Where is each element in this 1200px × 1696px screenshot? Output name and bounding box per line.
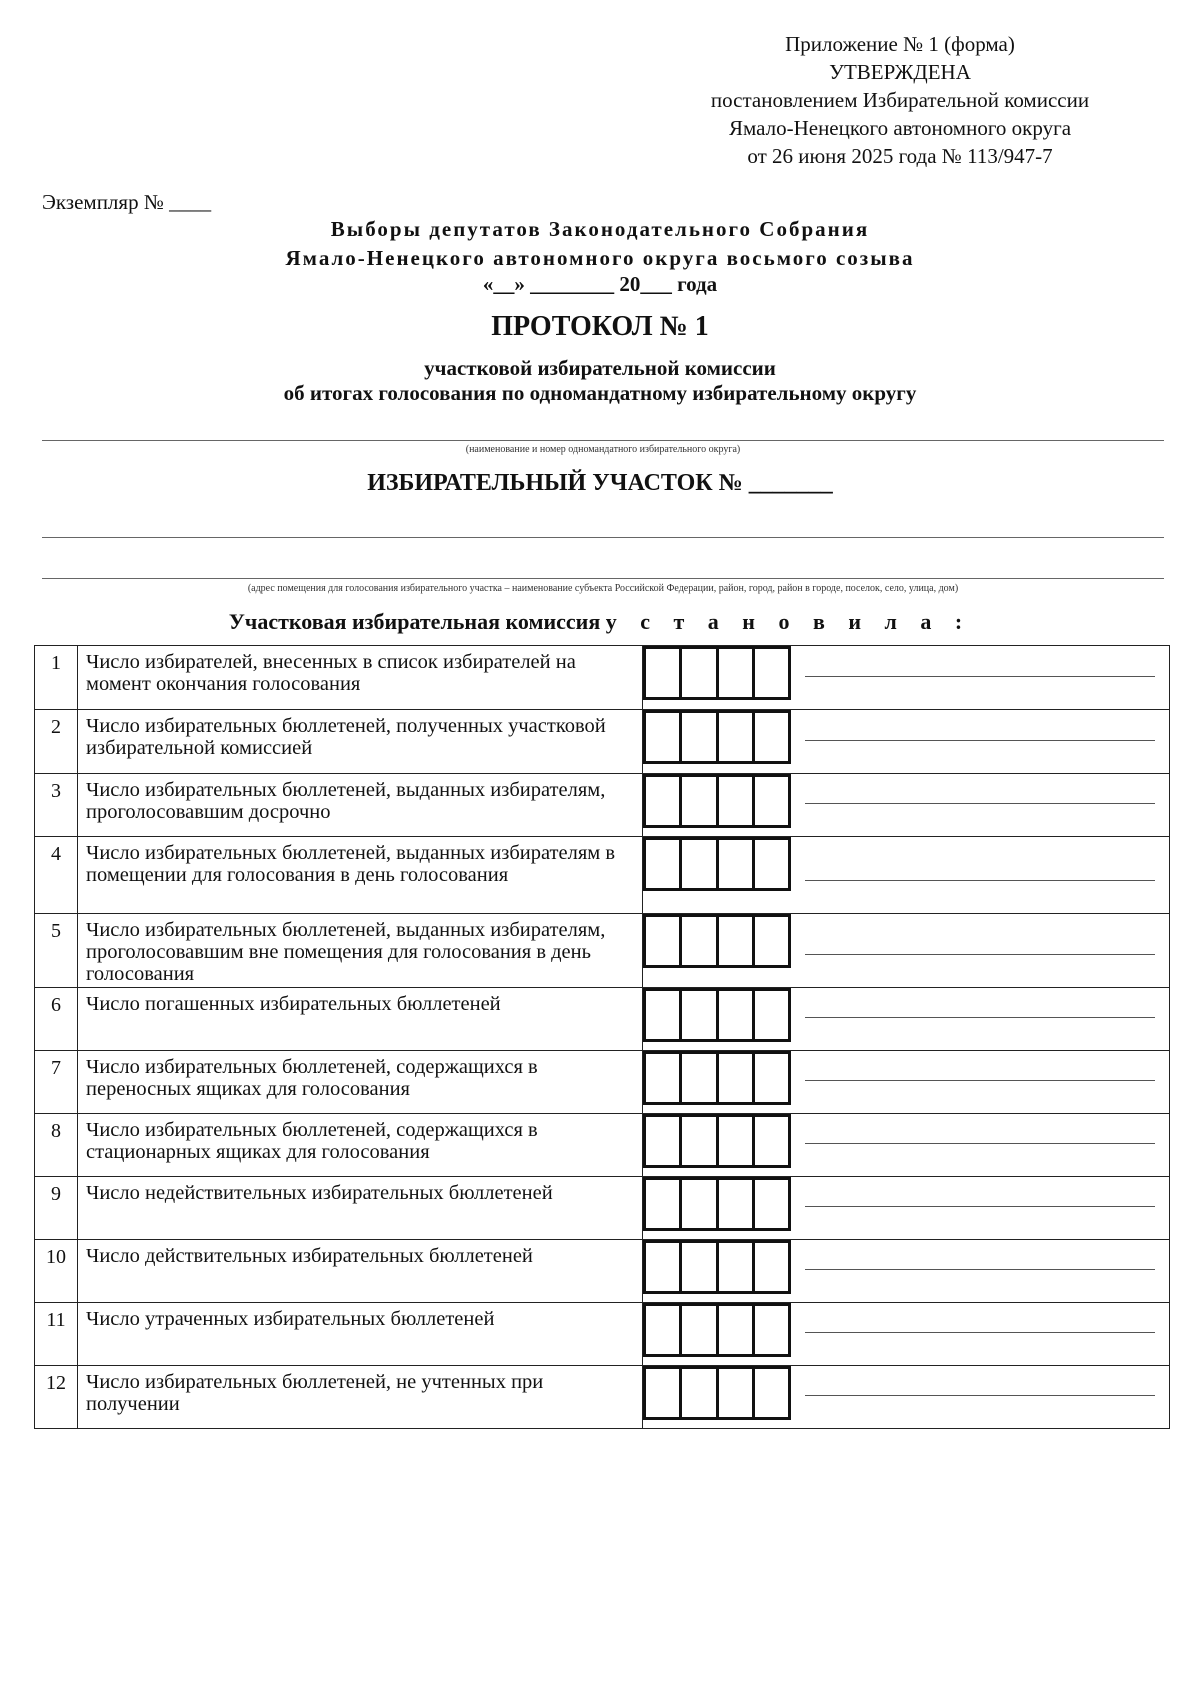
approval-line-5: от 26 июня 2025 года № 113/947-7: [747, 144, 1053, 168]
table-row: [35, 1051, 1170, 1114]
row-number: 5: [35, 914, 78, 988]
digit-cells: [643, 774, 791, 828]
approval-line-1: Приложение № 1 (форма): [785, 32, 1015, 56]
words-fill-line[interactable]: [805, 880, 1155, 881]
digit-cell[interactable]: [682, 1306, 718, 1354]
digit-cell[interactable]: [719, 1306, 755, 1354]
digit-cell[interactable]: [682, 1243, 718, 1291]
digit-cell[interactable]: [755, 1243, 788, 1291]
words-field: [791, 1240, 1170, 1303]
protocol-title: ПРОТОКОЛ № 1: [491, 311, 709, 342]
digit-cells: [643, 914, 791, 968]
digit-cells: [643, 1051, 791, 1105]
digit-cells-group: [643, 988, 792, 1051]
words-fill-line[interactable]: [805, 1395, 1155, 1396]
digit-cells-group: [643, 1366, 792, 1429]
words-field: [791, 774, 1170, 837]
digit-cell[interactable]: [755, 777, 788, 825]
row-number: 1: [35, 646, 78, 710]
words-fill-line[interactable]: [805, 1017, 1155, 1018]
words-fill-line[interactable]: [805, 740, 1155, 741]
digit-cell[interactable]: [755, 1117, 788, 1165]
words-field: [791, 837, 1170, 914]
table-row: [35, 1177, 1170, 1240]
words-fill-line[interactable]: [805, 1269, 1155, 1270]
date-line: «__» ________ 20___ года: [482, 272, 718, 296]
digit-cell[interactable]: [719, 917, 755, 965]
digit-cell[interactable]: [682, 1117, 718, 1165]
digit-cell[interactable]: [682, 1180, 718, 1228]
table-row: [35, 914, 1170, 988]
digit-cell[interactable]: [682, 840, 718, 888]
words-fill-line[interactable]: [805, 1206, 1155, 1207]
words-fill-line[interactable]: [805, 954, 1155, 955]
elections-title-line-2: Ямало-Ненецкого автономного округа восьмого созыва: [285, 246, 915, 270]
row-number: 10: [35, 1240, 78, 1303]
row-label: Число избирательных бюллетеней, выданных избирателям в помещении для голосования в день голосования: [78, 837, 643, 914]
digit-cell[interactable]: [646, 917, 682, 965]
row-number: 6: [35, 988, 78, 1051]
words-fill-line[interactable]: [805, 1080, 1155, 1081]
digit-cell[interactable]: [755, 1369, 788, 1417]
digit-cells: [643, 1366, 791, 1420]
words-field: [791, 1366, 1170, 1429]
digit-cells-group: [643, 646, 792, 710]
words-fill-line[interactable]: [805, 676, 1155, 677]
digit-cells-group: [643, 1051, 792, 1114]
digit-cell[interactable]: [719, 840, 755, 888]
words-field: [791, 1177, 1170, 1240]
digit-cell[interactable]: [719, 1369, 755, 1417]
established-spaced: у с т а н о в и л а :: [605, 609, 972, 634]
digit-cell[interactable]: [682, 649, 718, 697]
table-row: [35, 988, 1170, 1051]
digit-cell[interactable]: [755, 1306, 788, 1354]
digit-cell[interactable]: [646, 1180, 682, 1228]
digit-cell[interactable]: [682, 777, 718, 825]
digit-cell[interactable]: [646, 840, 682, 888]
district-caption: (наименование и номер одномандатного избирательного округа): [465, 444, 741, 455]
digit-cell[interactable]: [682, 991, 718, 1039]
row-number: 7: [35, 1051, 78, 1114]
address-caption: (адрес помещения для голосования избирательного участка – наименование субъекта Российской Федерации, район, город, район в городе, поселок, село, улица, дом): [247, 583, 959, 594]
words-field: [791, 1051, 1170, 1114]
digit-cell[interactable]: [755, 917, 788, 965]
digit-cells: [643, 1177, 791, 1231]
row-label: Число избирательных бюллетеней, выданных избирателям, проголосовавшим вне помещения для голосования в день голосования: [78, 914, 643, 988]
table-row: [35, 1240, 1170, 1303]
row-label: Число избирательных бюллетеней, содержащихся в переносных ящиках для голосования: [78, 1051, 643, 1114]
digit-cell[interactable]: [719, 713, 755, 761]
row-number: 3: [35, 774, 78, 837]
digit-cells-group: [643, 1114, 792, 1177]
row-number: 8: [35, 1114, 78, 1177]
digit-cell[interactable]: [646, 1117, 682, 1165]
digit-cell[interactable]: [755, 713, 788, 761]
digit-cells: [643, 1114, 791, 1168]
digit-cells-group: [643, 1177, 792, 1240]
words-field: [791, 1114, 1170, 1177]
digit-cells: [643, 1303, 791, 1357]
approval-line-4: Ямало-Ненецкого автономного округа: [728, 116, 1072, 140]
digit-cells-group: [643, 914, 792, 988]
digit-cell[interactable]: [755, 840, 788, 888]
table-row: [35, 774, 1170, 837]
digit-cell[interactable]: [682, 1369, 718, 1417]
words-field: [791, 1303, 1170, 1366]
row-label: Число избирателей, внесенных в список избирателей на момент окончания голосования: [78, 646, 643, 710]
row-label: Число погашенных избирательных бюллетеней: [78, 988, 643, 1051]
established-prefix: Участковая избирательная комиссия: [228, 609, 601, 634]
row-number: 9: [35, 1177, 78, 1240]
digit-cell[interactable]: [682, 917, 718, 965]
row-number: 11: [35, 1303, 78, 1366]
digit-cell[interactable]: [719, 1054, 755, 1102]
digit-cells: [643, 837, 791, 891]
copy-number: Экземпляр № ____: [42, 190, 212, 214]
digit-cells: [643, 1240, 791, 1294]
table-row: [35, 1303, 1170, 1366]
digit-cell[interactable]: [755, 1180, 788, 1228]
established-heading: [0, 609, 1200, 635]
approval-line-3: постановлением Избирательной комиссии: [710, 88, 1090, 112]
subtitle-line-1: участковой избирательной комиссии: [424, 356, 776, 380]
digit-cell[interactable]: [682, 1054, 718, 1102]
digit-cell[interactable]: [719, 649, 755, 697]
table-row: [35, 1366, 1170, 1429]
subtitle-line-2: об итогах голосования по одномандатному избирательному округу: [283, 381, 917, 405]
digit-cell[interactable]: [646, 777, 682, 825]
digit-cell[interactable]: [646, 713, 682, 761]
digit-cells-group: [643, 710, 792, 774]
address-fill-line-2[interactable]: [42, 578, 1164, 579]
digit-cells-group: [643, 837, 792, 914]
digit-cells: [643, 988, 791, 1042]
words-field: [791, 710, 1170, 774]
table-row: [35, 710, 1170, 774]
digit-cell[interactable]: [755, 649, 788, 697]
words-fill-line[interactable]: [805, 803, 1155, 804]
digit-cells: [643, 646, 791, 700]
table-row: [35, 646, 1170, 710]
station-title: ИЗБИРАТЕЛЬНЫЙ УЧАСТОК № _______: [367, 470, 833, 496]
row-number: 2: [35, 710, 78, 774]
digit-cell[interactable]: [682, 713, 718, 761]
address-fill-line-1[interactable]: [42, 537, 1164, 538]
words-fill-line[interactable]: [805, 1143, 1155, 1144]
row-label: Число утраченных избирательных бюллетеней: [78, 1303, 643, 1366]
digit-cells-group: [643, 1240, 792, 1303]
digit-cell[interactable]: [646, 1054, 682, 1102]
digit-cell[interactable]: [755, 991, 788, 1039]
digit-cell[interactable]: [646, 649, 682, 697]
approval-line-2: УТВЕРЖДЕНА: [829, 60, 971, 84]
approval-block: [640, 30, 1160, 170]
elections-title-line-1: Выборы депутатов Законодательного Собрания: [330, 217, 870, 241]
district-fill-line[interactable]: [42, 440, 1164, 441]
words-field: [791, 646, 1170, 710]
digit-cell[interactable]: [719, 1117, 755, 1165]
digit-cell[interactable]: [646, 991, 682, 1039]
row-label: Число избирательных бюллетеней, полученных участковой избирательной комиссией: [78, 710, 643, 774]
digit-cell[interactable]: [646, 1306, 682, 1354]
words-field: [791, 914, 1170, 988]
results-table: [34, 645, 1170, 1429]
row-label: Число избирательных бюллетеней, содержащихся в стационарных ящиках для голосования: [78, 1114, 643, 1177]
digit-cell[interactable]: [646, 1243, 682, 1291]
row-label: Число недействительных избирательных бюллетеней: [78, 1177, 643, 1240]
digit-cell[interactable]: [755, 1054, 788, 1102]
words-fill-line[interactable]: [805, 1332, 1155, 1333]
digit-cell[interactable]: [719, 777, 755, 825]
digit-cell[interactable]: [719, 991, 755, 1039]
digit-cells-group: [643, 774, 792, 837]
digit-cells: [643, 710, 791, 764]
table-row: [35, 837, 1170, 914]
digit-cell[interactable]: [646, 1369, 682, 1417]
table-row: [35, 1114, 1170, 1177]
row-label: Число избирательных бюллетеней, не учтенных при получении: [78, 1366, 643, 1429]
row-number: 12: [35, 1366, 78, 1429]
row-number: 4: [35, 837, 78, 914]
words-field: [791, 988, 1170, 1051]
row-label: Число избирательных бюллетеней, выданных избирателям, проголосовавшим досрочно: [78, 774, 643, 837]
digit-cell[interactable]: [719, 1243, 755, 1291]
digit-cell[interactable]: [719, 1180, 755, 1228]
digit-cells-group: [643, 1303, 792, 1366]
row-label: Число действительных избирательных бюллетеней: [78, 1240, 643, 1303]
